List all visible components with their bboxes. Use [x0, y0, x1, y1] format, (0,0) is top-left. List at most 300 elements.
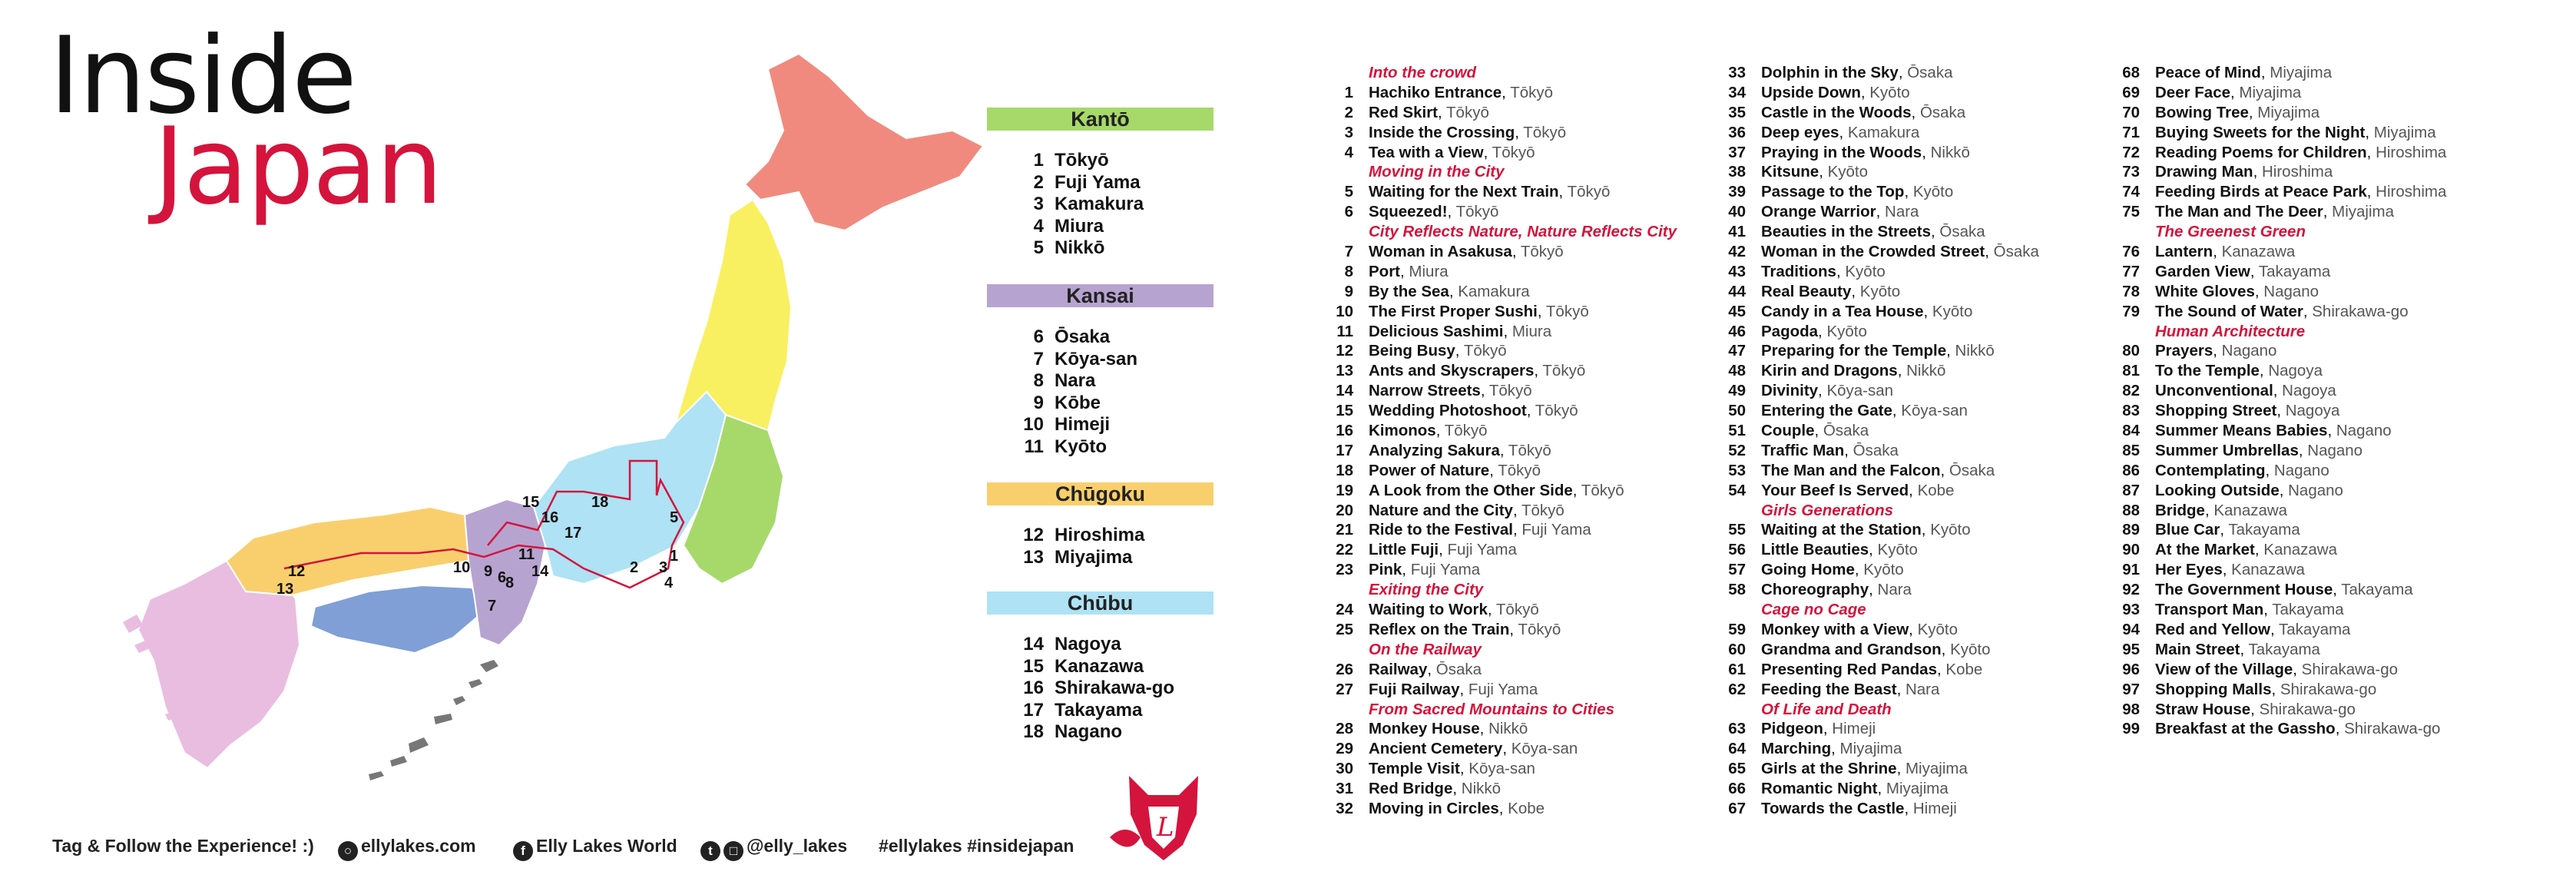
separator: , [2250, 262, 2259, 280]
photo-number: 90 [2122, 541, 2140, 559]
photo-title: Moving in Circles [1369, 799, 1499, 817]
photo-title: Ride to the Festival [1369, 521, 1513, 539]
photo-place: Fuji Yama [1468, 680, 1538, 698]
photo-list-item [2112, 162, 2496, 182]
photo-list-item [1326, 421, 1710, 441]
photo-list-item [1326, 520, 1710, 540]
separator: , [2254, 541, 2264, 559]
photo-list-item [1326, 103, 1710, 123]
photo-list-item [1326, 262, 1710, 282]
photo-title: White Gloves [2155, 282, 2255, 300]
photo-title: Presenting Red Pandas [1761, 660, 1937, 678]
photo-list-item [2112, 361, 2496, 381]
photo-number: 93 [2122, 601, 2140, 619]
city-number: 10 [1023, 414, 1044, 435]
separator: , [1459, 680, 1468, 698]
photo-title: Her Eyes [2155, 561, 2223, 579]
region-city [987, 414, 1214, 436]
category-heading: Human Architecture [2155, 322, 2306, 340]
city-number: 12 [1023, 525, 1044, 545]
photo-title: Contemplating [2155, 461, 2266, 479]
photo-number: 4 [1344, 143, 1353, 161]
photo-number: 31 [1336, 780, 1353, 798]
photo-title: Couple [1761, 422, 1815, 440]
photo-number: 97 [2122, 680, 2140, 698]
city-name: Kōbe [1055, 392, 1101, 413]
photo-number: 37 [1728, 143, 1746, 161]
separator: , [1512, 501, 1521, 519]
photo-list-item [1718, 580, 2102, 600]
separator: , [1854, 561, 1864, 579]
photo-number: 73 [2122, 163, 2140, 181]
separator: , [1503, 322, 1512, 340]
photo-number: 1 [1344, 83, 1353, 101]
photo-number: 59 [1728, 620, 1746, 638]
photo-number: 30 [1336, 760, 1353, 778]
city-number: 3 [1033, 194, 1044, 214]
photo-title: Summer Umbrellas [2155, 441, 2299, 459]
map-city-label: 10 [453, 559, 471, 576]
photo-number: 20 [1336, 501, 1353, 519]
photo-number: 57 [1728, 561, 1746, 579]
separator: , [2366, 183, 2376, 201]
photo-place: Kobe [1508, 799, 1545, 817]
photo-list-item [1718, 222, 2102, 242]
photo-place: Nagano [2307, 441, 2363, 459]
photo-place: Shirakawa-go [2280, 680, 2377, 698]
photo-place: Miyajima [2270, 64, 2333, 81]
region-shikoku [311, 585, 480, 653]
separator: , [1898, 64, 1908, 81]
photo-title: Upside Down [1761, 83, 1861, 101]
city-number: 15 [1023, 655, 1044, 677]
photo-title: Peace of Mind [2155, 64, 2261, 81]
region-city [987, 721, 1214, 744]
separator: , [2250, 700, 2260, 718]
photo-number: 9 [1344, 282, 1353, 300]
separator: , [1946, 342, 1955, 360]
separator: , [2204, 501, 2214, 519]
photo-title: The Man and the Falcon [1761, 461, 1941, 479]
photo-place: Kanazawa [2263, 541, 2337, 559]
photo-list-item [1718, 361, 2102, 381]
separator: , [1904, 183, 1913, 201]
separator: , [1836, 262, 1846, 280]
separator: , [1400, 262, 1409, 280]
separator: , [2273, 382, 2283, 400]
region-city [987, 349, 1214, 371]
city-name: Fuji Yama [1055, 171, 1141, 193]
photo-place: Ōsaka [1949, 461, 1995, 479]
photo-title: Choreography [1761, 581, 1869, 599]
separator: , [1940, 461, 1949, 479]
photo-place: Kanazawa [2213, 501, 2288, 519]
city-name: Takayama [1055, 699, 1143, 721]
photo-title: Going Home [1761, 561, 1855, 579]
category-heading: Of Life and Death [1761, 700, 1892, 718]
photo-list-item [1718, 620, 2102, 640]
category-heading: Exiting the City [1369, 581, 1484, 599]
region-city [987, 150, 1214, 172]
photo-number: 79 [2122, 302, 2140, 320]
separator: , [1818, 382, 1827, 400]
photo-place: Ōsaka [1435, 660, 1482, 678]
category-heading: Into the crowd [1369, 64, 1477, 81]
photo-place: Nikkō [1488, 720, 1528, 738]
map-city-label: 16 [541, 509, 559, 526]
separator: , [1869, 541, 1878, 559]
globe-icon: ○ [338, 841, 358, 861]
city-name: Miyajima [1055, 546, 1133, 568]
photo-title: Analyzing Sakura [1369, 441, 1500, 459]
photo-title: Inside the Crossing [1369, 123, 1515, 141]
photo-place: Tōkyō [1492, 143, 1535, 161]
photo-title: Divinity [1761, 382, 1819, 400]
photo-number: 10 [1336, 302, 1353, 320]
photo-number: 19 [1336, 481, 1353, 499]
photo-list-item [1326, 182, 1710, 202]
city-name: Nara [1055, 370, 1096, 391]
photo-number: 6 [1344, 203, 1353, 221]
photo-place: Tōkyō [1521, 501, 1564, 519]
photo-place: Kyōto [1859, 282, 1901, 300]
city-name: Tōkyō [1055, 150, 1109, 171]
city-number: 18 [1023, 721, 1044, 742]
photo-number: 35 [1728, 103, 1746, 121]
photo-title: Pidgeon [1761, 720, 1823, 738]
city-name: Miura [1055, 215, 1104, 237]
photo-place: Tōkyō [1463, 342, 1507, 360]
photo-list-item [1326, 322, 1710, 342]
photo-list-item [2112, 103, 2496, 123]
photo-number: 87 [2122, 481, 2140, 499]
photo-list-item [1718, 520, 2102, 540]
city-number: 16 [1023, 678, 1044, 698]
photo-title: Feeding the Beast [1761, 680, 1897, 698]
photo-list-item [1718, 282, 2102, 302]
separator: , [1502, 740, 1511, 758]
photo-title: Prayers [2155, 342, 2213, 360]
separator: , [2259, 362, 2269, 380]
photo-number: 32 [1336, 799, 1353, 817]
separator: , [1447, 203, 1456, 221]
photo-number: 42 [1728, 243, 1746, 261]
photo-title: Waiting for the Next Train [1369, 183, 1559, 201]
photo-list-item [1718, 83, 2102, 103]
city-name: Kanazawa [1055, 655, 1144, 677]
photo-number: 12 [1336, 342, 1353, 360]
photo-place: Miyajima [2332, 203, 2394, 221]
facebook-link[interactable]: Elly Lakes World [536, 836, 677, 856]
region-kansai-legend [987, 284, 1214, 458]
twitter-icon: t [700, 841, 720, 861]
separator: , [2366, 143, 2376, 161]
separator: , [2365, 123, 2374, 141]
photo-number: 85 [2122, 441, 2140, 459]
photo-list-item [2112, 143, 2496, 163]
photo-list-item [1718, 182, 2102, 202]
city-number: 1 [1033, 150, 1044, 171]
region-hokkaido [745, 54, 983, 230]
separator: , [2213, 243, 2222, 261]
photo-title: Looking Outside [2155, 481, 2280, 499]
photo-list-item [1718, 759, 2102, 779]
footer-social[interactable] [700, 836, 847, 861]
photo-number: 55 [1728, 521, 1746, 539]
separator: , [1876, 203, 1886, 221]
photo-number: 62 [1728, 680, 1746, 698]
photo-title: Traditions [1761, 262, 1836, 280]
map-city-label: 13 [276, 581, 294, 598]
photo-number: 34 [1728, 83, 1746, 101]
photo-title: Buying Sweets for the Night [2155, 123, 2366, 141]
photo-list-item [2112, 620, 2496, 640]
photo-title: Feeding Birds at Peace Park [2155, 183, 2367, 201]
photo-place: Hiroshima [2376, 183, 2447, 201]
website-link[interactable]: ellylakes.com [361, 836, 476, 856]
photo-title: Candy in a Tea House [1761, 302, 1924, 320]
photo-place: Kyōto [1950, 640, 1991, 658]
separator: , [2248, 103, 2258, 121]
photo-number: 18 [1336, 461, 1353, 479]
photo-place: Kyōto [1845, 262, 1886, 280]
footer-website[interactable] [338, 836, 476, 861]
map-city-label: 14 [531, 563, 549, 580]
photo-title: Delicious Sashimi [1369, 322, 1504, 340]
photo-place: Shirakawa-go [2312, 302, 2409, 320]
photo-place: Miyajima [1905, 760, 1968, 778]
photo-number: 75 [2122, 203, 2140, 221]
photo-place: Tōkyō [1535, 402, 1578, 420]
photo-list-item [2112, 680, 2496, 700]
photo-number: 58 [1728, 581, 1746, 599]
photo-title: The Man and The Deer [2155, 203, 2323, 221]
photo-list-item [2112, 381, 2496, 401]
photo-list-column-3 [2112, 63, 2496, 739]
photo-title: Romantic Night [1761, 780, 1878, 798]
photo-place: Kyōto [1917, 620, 1958, 638]
photo-title: Ancient Cemetery [1369, 740, 1503, 758]
separator: , [1534, 362, 1543, 380]
region-city [987, 393, 1214, 415]
separator: , [2265, 461, 2274, 479]
photo-place: Miyajima [2257, 103, 2320, 121]
separator: , [1869, 581, 1878, 599]
separator: , [2270, 620, 2280, 638]
photo-place: Takayama [2258, 262, 2331, 280]
category-heading: On the Railway [1369, 640, 1482, 658]
separator: , [1489, 461, 1498, 479]
photo-number: 5 [1344, 183, 1353, 201]
map-city-label: 6 [498, 569, 507, 586]
city-name: Nikkō [1055, 237, 1105, 258]
map-city-label: 12 [288, 563, 306, 580]
photo-number: 82 [2122, 382, 2140, 400]
photo-list-item [1718, 540, 2102, 560]
title-japan: Japan [154, 104, 442, 228]
photo-number: 72 [2122, 143, 2140, 161]
photo-place: Fuji Yama [1410, 561, 1481, 579]
social-handle[interactable]: @elly_lakes [747, 836, 848, 856]
photo-place: Miyajima [1839, 740, 1902, 758]
photo-list-item [1326, 779, 1710, 799]
photo-list-item [1326, 302, 1710, 322]
photo-number: 40 [1728, 203, 1746, 221]
photo-place: Kanazawa [2221, 243, 2296, 261]
separator: , [1941, 640, 1951, 658]
city-number: 6 [1033, 326, 1044, 347]
photo-list-item [1718, 341, 2102, 361]
photo-title: Summer Means Babies [2155, 422, 2328, 440]
region-city [987, 634, 1214, 656]
photo-place: Kanazawa [2231, 561, 2305, 579]
photo-title: Nature and the City [1369, 501, 1513, 519]
photo-title: Blue Car [2155, 521, 2220, 539]
photo-place: Kōya-san [1511, 740, 1578, 758]
city-number: 14 [1023, 634, 1044, 654]
separator: , [1922, 143, 1931, 161]
photo-place: Tōkyō [1581, 481, 1624, 499]
photo-number: 16 [1336, 422, 1353, 440]
photo-place: Nikkō [1461, 780, 1502, 798]
separator: , [1435, 422, 1445, 440]
photo-number: 33 [1728, 64, 1746, 81]
photo-number: 88 [2122, 501, 2140, 519]
photo-title: Kitsune [1761, 163, 1819, 181]
city-name: Himeji [1055, 414, 1111, 435]
photo-place: Kyōto [1827, 163, 1869, 181]
separator: , [1479, 720, 1489, 738]
separator: , [1449, 282, 1459, 300]
photo-title: Hachiko Entrance [1369, 83, 1502, 101]
map-city-label: 8 [505, 575, 515, 591]
map-city-label: 11 [518, 546, 535, 563]
separator: , [2271, 680, 2280, 698]
photo-place: Kyōto [1869, 83, 1910, 101]
photo-list-item [1326, 501, 1710, 521]
separator: , [1483, 143, 1492, 161]
separator: , [1526, 402, 1535, 420]
photo-place: Miyajima [1886, 780, 1949, 798]
photo-list-item [2112, 540, 2496, 560]
photo-number: 84 [2122, 422, 2140, 440]
separator: , [1831, 740, 1840, 758]
region-city [987, 237, 1214, 260]
photo-title: Deep eyes [1761, 123, 1839, 141]
region-header: Chūgoku [987, 482, 1214, 505]
photo-place: Kyōto [1930, 521, 1971, 539]
photo-place: Nikkō [1906, 362, 1946, 380]
photo-list-item [1718, 739, 2102, 759]
photo-number: 21 [1336, 521, 1353, 539]
photo-list-item [1718, 719, 2102, 739]
separator: , [1897, 362, 1907, 380]
photo-title: Waiting to Work [1369, 601, 1488, 619]
photo-title: Bridge [2155, 501, 2205, 519]
category-heading: The Greenest Green [2155, 223, 2306, 241]
photo-place: Miyajima [2239, 83, 2302, 101]
photo-list-item [1326, 600, 1710, 620]
photo-number: 15 [1336, 402, 1353, 420]
photo-number: 22 [1336, 541, 1353, 559]
photo-title: Orange Warrior [1761, 203, 1876, 221]
photo-title: The Government House [2155, 581, 2333, 599]
region-city [987, 656, 1214, 678]
photo-place: Nagoya [2268, 362, 2323, 380]
photo-list-item [2112, 262, 2496, 282]
photo-list-item [2112, 520, 2496, 540]
photo-title: Passage to the Top [1761, 183, 1905, 201]
photo-place: Kyōto [1932, 302, 1973, 320]
separator: , [2298, 441, 2308, 459]
photo-place: Miura [1511, 322, 1552, 340]
photo-list-item [1326, 143, 1710, 163]
photo-number: 47 [1728, 342, 1746, 360]
photo-list-item [1718, 322, 2102, 342]
separator: , [1877, 780, 1886, 798]
photo-title: Wedding Photoshoot [1369, 402, 1527, 420]
photo-place: Hiroshima [2261, 163, 2333, 181]
photo-number: 43 [1728, 262, 1746, 280]
title-inside: Inside [49, 14, 356, 138]
separator: , [2220, 521, 2229, 539]
photo-list-item [1326, 481, 1710, 501]
photo-title: Reflex on the Train [1369, 620, 1510, 638]
photo-title: Narrow Streets [1369, 382, 1481, 400]
photo-place: Nagoya [2282, 382, 2336, 400]
photo-number: 70 [2122, 103, 2140, 121]
photo-place: Miura [1409, 262, 1449, 280]
photo-title: Bowing Tree [2155, 103, 2249, 121]
photo-list-item [1718, 242, 2102, 262]
photo-title: Lantern [2155, 243, 2213, 261]
region-city [987, 700, 1214, 722]
photo-number: 41 [1728, 223, 1746, 241]
photo-place: Himeji [1912, 799, 1957, 817]
photo-list-item [1326, 441, 1710, 461]
photo-list-item [2112, 282, 2496, 302]
footer-facebook[interactable] [513, 836, 677, 861]
photo-place: Tōkyō [1523, 123, 1567, 141]
photo-number: 27 [1336, 680, 1353, 698]
city-number: 5 [1033, 237, 1044, 258]
city-name: Kamakura [1055, 194, 1144, 214]
photo-number: 71 [2122, 123, 2140, 141]
category-heading: Cage no Cage [1761, 601, 1866, 619]
photo-number: 98 [2122, 700, 2140, 718]
photo-place: Tōkyō [1488, 382, 1532, 400]
region-chubu-legend [987, 591, 1214, 744]
photo-title: Squeezed! [1369, 203, 1448, 221]
photo-title: To the Temple [2155, 362, 2260, 380]
footer-tagline: Tag & Follow the Experience! :) [52, 836, 314, 856]
photo-title: Red Skirt [1369, 103, 1438, 121]
separator: , [1427, 660, 1436, 678]
photo-number: 17 [1336, 441, 1353, 459]
photo-title: Praying in the Woods [1761, 143, 1922, 161]
city-name: Hiroshima [1055, 525, 1145, 545]
photo-title: Little Fuji [1369, 541, 1439, 559]
photo-list-item [2112, 302, 2496, 322]
photo-title: Port [1369, 262, 1400, 280]
region-city [987, 194, 1214, 216]
separator: , [2263, 601, 2273, 619]
photo-title: Temple Visit [1369, 760, 1460, 778]
region-header: Kansai [987, 284, 1214, 307]
photo-place: Shirakawa-go [2301, 660, 2398, 678]
photo-place: Ōsaka [1919, 103, 1966, 121]
photo-number: 14 [1336, 382, 1353, 400]
